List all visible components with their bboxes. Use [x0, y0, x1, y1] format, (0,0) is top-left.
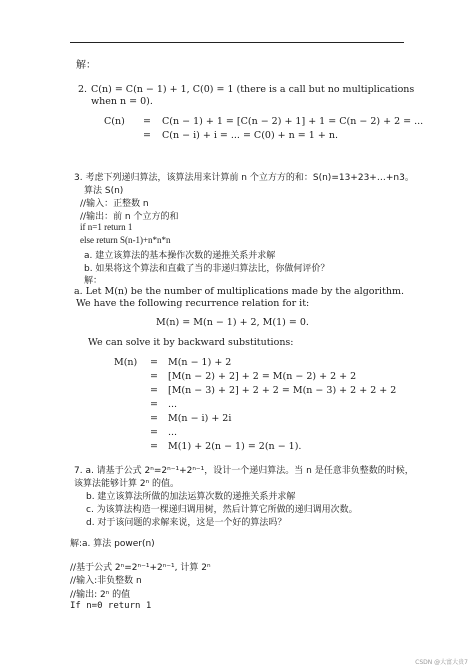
item7-sol2: //基于公式 2ⁿ=2ⁿ⁻¹+2ⁿ⁻¹, 计算 2ⁿ [70, 563, 211, 573]
item3-line-a: a. 建立该算法的基本操作次数的递推关系并求解 [84, 251, 276, 261]
item3-eq7-rhs: M(1) + 2(n − 1) = 2(n − 1). [168, 441, 302, 452]
answer-label: 解： [76, 60, 96, 71]
item7-sol1: 解:a. 算法 power(n) [70, 539, 155, 549]
item3-eq5-op: = [150, 413, 158, 424]
item3-eq1-rhs: M(n − 1) + 2 [168, 357, 232, 368]
item3-eq7-op: = [150, 441, 158, 452]
item3-sol-a2: We have the following recurrence relation for it: [76, 298, 310, 309]
item7-sol5: If n=0 return 1 [70, 601, 152, 611]
item3-line-output: //输出：前 n 个立方的和 [80, 212, 179, 222]
item7-line1: 7. a. 请基于公式 2ⁿ=2ⁿ⁻¹+2ⁿ⁻¹，设计一个递归算法。当 n 是任意非负整数的时候， [74, 466, 414, 476]
item3-line-if: if n=1 return 1 [80, 222, 133, 232]
item2-eq1-op: = [143, 116, 151, 127]
item7-sol3: //输入:非负整数 n [70, 576, 142, 586]
item3-eq-lhs: M(n) [114, 357, 138, 368]
item7-line2: 该算法能够计算 2ⁿ 的值。 [74, 479, 180, 489]
item3-eq6-op: = [150, 427, 158, 438]
top-rule [70, 42, 404, 43]
item3-eq2-op: = [150, 371, 158, 382]
item7-sol4: //输出: 2ⁿ 的值 [70, 590, 131, 600]
item3-recurrence: M(n) = M(n − 1) + 2, M(1) = 0. [156, 317, 309, 328]
item3-backward: We can solve it by backward substitutions: [88, 337, 294, 348]
item7-line3: b. 建立该算法所做的加法运算次数的递推关系并求解 [86, 492, 296, 502]
item3-eq4-op: = [150, 399, 158, 410]
item2-eq1-lhs: C(n) [104, 116, 125, 127]
item3-eq4-rhs: ... [168, 399, 178, 410]
item3-solution-label: 解： [84, 276, 103, 286]
item3-line-alg: 算法 S(n) [84, 186, 124, 196]
watermark: CSDN @大富大贵7 [415, 659, 468, 666]
item3-line-input: //输入：正整数 n [80, 199, 149, 209]
item2-line1: C(n) = C(n − 1) + 1, C(0) = 1 (there is a call but no multiplications [91, 84, 415, 95]
item3-eq3-rhs: [M(n − 3) + 2] + 2 + 2 = M(n − 3) + 2 + 2 + 2 [168, 385, 397, 396]
item2-eq2-rhs: C(n − i) + i = ... = C(0) + n = 1 + n. [162, 130, 338, 141]
item3-line-b: b. 如果将这个算法和直截了当的非递归算法比，你做何评价？ [84, 264, 330, 274]
item2-line2: when n = 0). [91, 96, 153, 107]
item3-eq1-op: = [150, 357, 158, 368]
item2-eq2-op: = [143, 130, 151, 141]
item2-number: 2. [78, 84, 88, 95]
item3-sol-a1: a. Let M(n) be the number of multiplications made by the algorithm. [74, 286, 405, 297]
item7-line5: d. 对于该问题的求解来说，这是一个好的算法吗？ [86, 518, 287, 528]
item3-eq6-rhs: ... [168, 427, 178, 438]
item3-eq3-op: = [150, 385, 158, 396]
item3-line-else: else return S(n-1)+n*n*n [80, 235, 171, 245]
item3-eq5-rhs: M(n − i) + 2i [168, 413, 232, 424]
item3-line1: 3. 考虑下列递归算法，该算法用来计算前 n 个立方方的和：S(n)=13+23+…+n3。 [74, 173, 414, 183]
item3-eq2-rhs: [M(n − 2) + 2] + 2 = M(n − 2) + 2 + 2 [168, 371, 357, 382]
item7-line4: c. 为该算法构造一棵递归调用树，然后计算它所做的递归调用次数。 [86, 505, 358, 515]
item2-eq1-rhs: C(n − 1) + 1 = [C(n − 2) + 1] + 1 = C(n − 2) + 2 = ... [162, 116, 424, 127]
